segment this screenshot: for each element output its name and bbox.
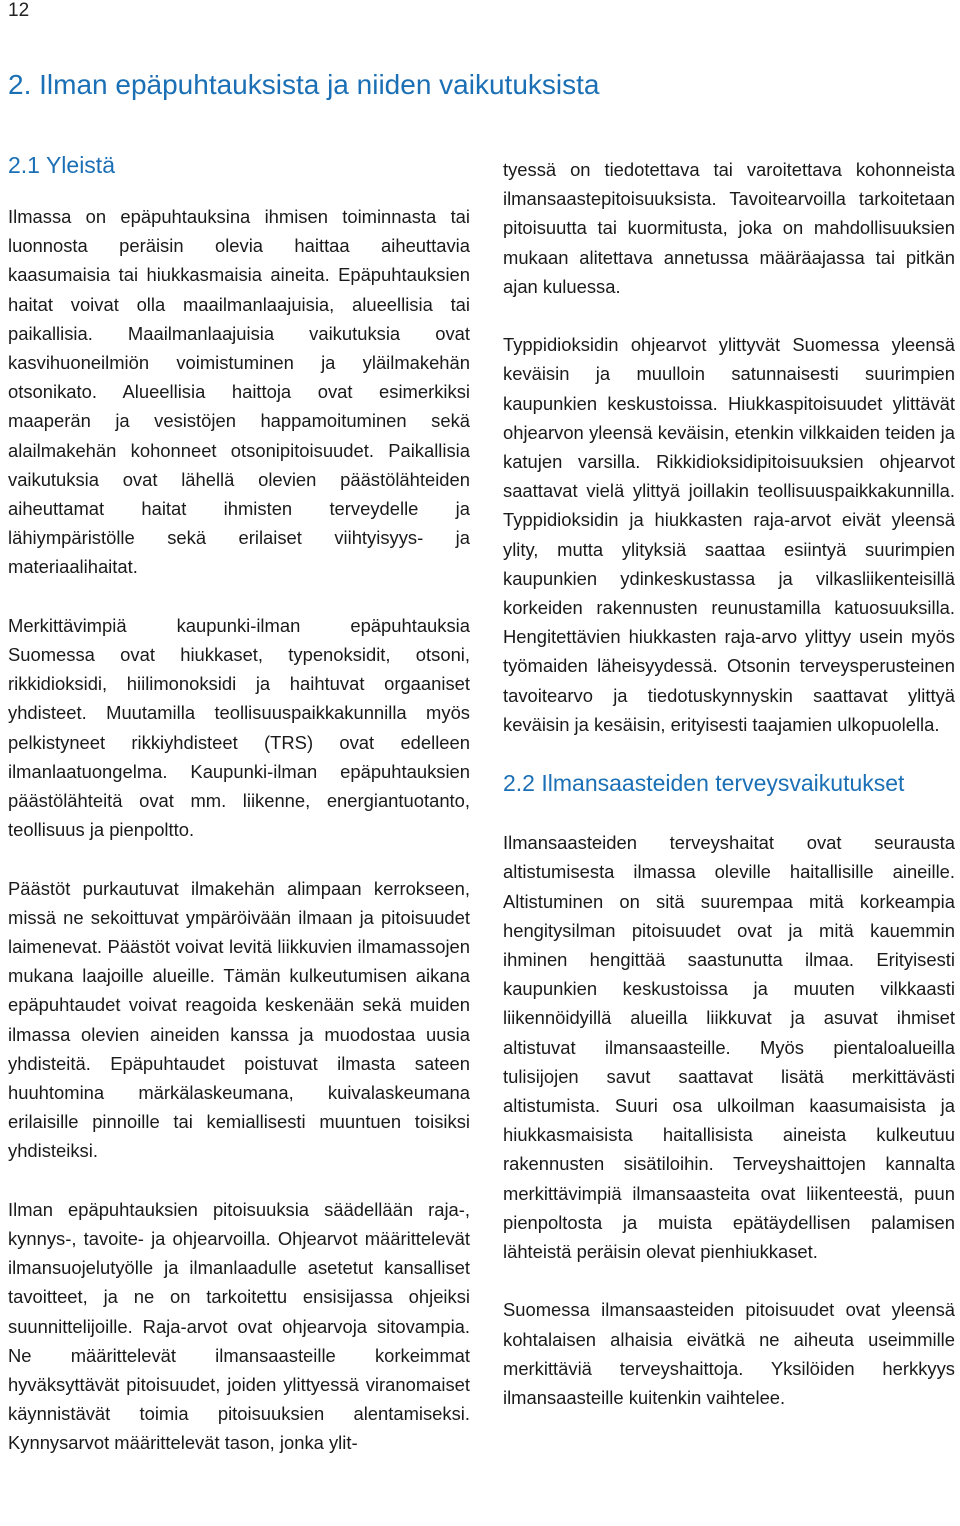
section-heading-2-2: 2.2 Ilmansaasteiden terveysvaikutukset bbox=[503, 770, 905, 797]
section-heading-2-1: 2.1 Yleistä bbox=[8, 152, 115, 178]
page-number: 12 bbox=[8, 0, 30, 21]
paragraph-limit-values: Ilman epäpuhtauksien pitoisuuksia säädellään raja-, kynnys-, tavoite- ja ohjearvoilla. Ohjearvot määrittelevät ilmansuojelutyölle ja ilmanlaadulle asetetut kansalliset tavoitteet, ja ne on tarkoitettu ensisijassa ohjeiksi suunnittelijoille. Raja-arvot ovat ohjearvoja sitovampia. Ne määrittelevät ilmansaasteille korkeimmat hyväksyttävät pitoisuudet, joiden ylittyessä viranomaiset käynnistävät toimia pitoisuuksien alentamiseksi. Kynnysarvot määrittelevät tason, jonka ylit- bbox=[8, 1198, 470, 1454]
right-column bbox=[503, 155, 955, 1441]
left-column bbox=[8, 150, 470, 1487]
chapter-title: 2. Ilman epäpuhtauksista ja niiden vaikutuksista bbox=[8, 69, 600, 100]
paragraph-intro: Ilmassa on epäpuhtauksina ihmisen toiminnasta tai luonnosta peräisin olevia haittaa aiheuttavia kaasumaisia tai hiukkasmaisia aineita. Epäpuhtauksien haitat voivat olla maailmanlaajuisia, alueellisia tai paikallisia. Maailmanlaajuisia vaikutuksia ovat kasvihuoneilmiön voimistuminen ja yläilmakehän otsonikato. Alueellisia haittoja ovat esimerkiksi maaperän ja vesistöjen happamoituminen sekä alailmakehän kohonneet otsonipitoisuudet. Paikallisia vaikutuksia ovat lähellä olevien päästölähteiden aiheuttamat haitat ihmisten terveydelle ja lähiympäristölle sekä erilaiset viihtyisyys- ja materiaalihaitat. bbox=[8, 206, 470, 578]
paragraph-emissions-spread: Päästöt purkautuvat ilmakehän alimpaan kerrokseen, missä ne sekoittuvat ympäröivään ilmaan ja pitoisuudet laimenevat. Päästöt voivat levitä liikkuvien ilmamassojen mukana laajoille alueille. Tämän kulkeutumisen aikana epäpuhtaudet voivat reagoida keskenään sekä muiden ilmassa olevien aineiden kanssa ja muodostaa uusia yhdisteitä. Epäpuhtaudet poistuvat ilmasta sateen huuhtomina märkälaskeumana, kuivalaskeumana erilaisille pinnoille tai kemiallisesti muuntuen toisiksi yhdisteiksi. bbox=[8, 877, 470, 1162]
paragraph-finland-levels: Suomessa ilmansaasteiden pitoisuudet ovat yleensä kohtalaisen alhaisia eivätkä ne aiheuta useimmille merkittäviä terveyshaittoja. Yksilöiden herkkyys ilmansaasteille kuitenkin vaihtelee. bbox=[503, 1299, 955, 1409]
paragraph-urban-pollutants: Merkittävimpiä kaupunki-ilman epäpuhtauksia Suomessa ovat hiukkaset, typenoksidit, otsoni, rikkidioksidi, hiilimonoksidi ja haihtuvat orgaaniset yhdisteet. Muutamilla teollisuuspaikkakunnilla myös pelkistyneet rikkiyhdisteet (TRS) ovat edelleen ilmanlaatuongelma. Kaupunki-ilman epäpuhtauksien päästölähteitä ovat mm. liikenne, energiantuotanto, teollisuus ja pienpoltto. bbox=[8, 614, 470, 841]
paragraph-exceedances: Typpidioksidin ohjearvot ylittyvät Suomessa yleensä keväisin ja muulloin satunnaisesti suurimpien kaupunkien keskustoissa. Hiukkaspitoisuudet ylittävät ohjearvon yleensä keväisin, etenkin vilkkaiden teiden ja katujen varsilla. Rikkidioksidipitoisuuksien ohjearvot saattavat vielä ylittyä joillakin teollisuuspaikkakunnilla. Typpidioksidin ja hiukkasten raja-arvot eivät yleensä ylity, mutta ylityksiä saattaa esiintyä suurimpien kaupunkien ydinkeskustassa ja vilkasliikenteisillä korkeiden rakennusten reunustamilla katuosuuksilla. Hengitettävien hiukkasten raja-arvo ylittyy usein myös työmaiden läheisyydessä. Otsonin terveysperusteinen tavoitearvo ja tiedotuskynnyskin saattavat ylittyä keväisin ja kesäisin, erityisesti taajamien ulkopuolella. bbox=[503, 334, 955, 735]
paragraph-health-effects: Ilmansaasteiden terveyshaitat ovat seurausta altistumisesta ilmassa oleville haitallisille aineille. Altistuminen on sitä suurempaa mitä korkeampia hengitysilman pitoisuudet ovat ja mitä kauemmin ihminen hengittää saastunutta ilmaa. Erityisesti kaupunkien keskustoissa ja muuten vilkkaasti liikennöidyillä alueilla liikkuvat ja asuvat ihmiset altistuvat ilmansaasteille. Myös pientaloalueilla tulisijojen savut saattavat lisätä merkittävästi altistumista. Suuri osa ulkoilman kaasumaisista ja hiukkasmaisista haitallisista aineista kulkeutuu rakennusten sisätiloihin. Terveyshaittojen kannalta merkittävimpiä ilmansaasteita ovat liikenteestä, puun pienpoltosta ja muista epätäydellisen palamisen lähteistä peräisin olevat pienhiukkaset. bbox=[503, 832, 955, 1263]
paragraph-target-values: tyessä on tiedotettava tai varoitettava kohonneista ilmansaastepitoisuuksista. Tavoitearvoilla tarkoitetaan pitoisuutta tai kuormitusta, joka on mahdollisuuksien mukaan alitettava annetussa määräajassa tai pitkän ajan kuluessa. bbox=[503, 159, 955, 297]
